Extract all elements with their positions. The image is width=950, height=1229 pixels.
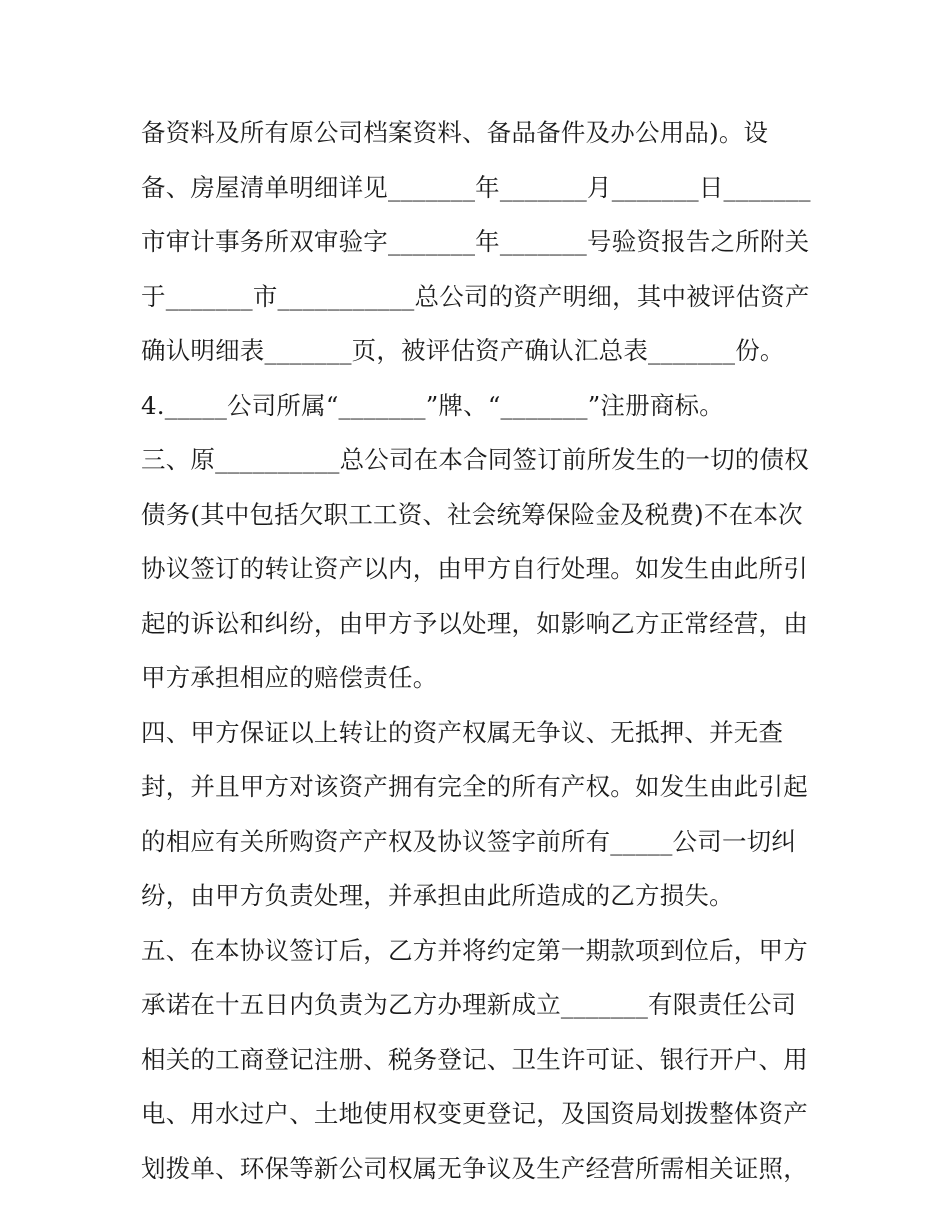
text-line: 划拨单、环保等新公司权属无争议及生产经营所需相关证照， bbox=[141, 1153, 808, 1183]
text-line: 于_______市___________总公司的资产明细，其中被评估资产 bbox=[141, 281, 810, 311]
text-line: 电、用水过户、土地使用权变更登记，及国资局划拨整体资产 bbox=[141, 1099, 808, 1128]
text-line: 封，并且甲方对该资产拥有完全的所有产权。如发生由此引起 bbox=[141, 772, 808, 801]
text-line: 债务(其中包括欠职工工资、社会统筹保险金及税费)不在本次 bbox=[141, 499, 803, 529]
text-line: 备资料及所有原公司档案资料、备品备件及办公用品)。设 bbox=[141, 118, 769, 147]
text-line: 协议签订的转让资产以内，由甲方自行处理。如发生由此所引 bbox=[141, 554, 808, 583]
text-line: 承诺在十五日内负责为乙方办理新成立_______有限责任公司 bbox=[141, 990, 797, 1019]
text-line: 相关的工商登记注册、税务登记、卫生许可证、银行开户、用 bbox=[141, 1044, 808, 1074]
text-line: 市审计事务所双审验字_______年_______号验资报告之所附关 bbox=[141, 227, 810, 256]
text-line: 三、原__________总公司在本合同签订前所发生的一切的债权 bbox=[141, 445, 809, 474]
text-line: 四、甲方保证以上转让的资产权属无争议、无抵押、并无查 bbox=[141, 717, 784, 747]
text-line: 备、房屋清单明细详见_______年_______月_______日_______ bbox=[141, 172, 811, 202]
text-line: 五、在本协议签订后，乙方并将约定第一期款项到位后，甲方 bbox=[141, 935, 808, 965]
text-line: 的相应有关所购资产产权及协议签字前所有_____公司一切纠 bbox=[141, 826, 797, 856]
text-line: 纷，由甲方负责处理，并承担由此所造成的乙方损失。 bbox=[141, 881, 734, 910]
text-line: 起的诉讼和纠纷，由甲方予以处理，如影响乙方正常经营，由 bbox=[141, 608, 808, 638]
text-line: 甲方承担相应的赔偿责任。 bbox=[141, 663, 438, 692]
contract-body-text bbox=[141, 106, 831, 1196]
text-line: 确认明细表_______页，被评估资产确认汇总表_______份。 bbox=[141, 336, 785, 365]
text-line: 4._____公司所属“_______”牌、“_______”注册商标。 bbox=[141, 390, 724, 420]
